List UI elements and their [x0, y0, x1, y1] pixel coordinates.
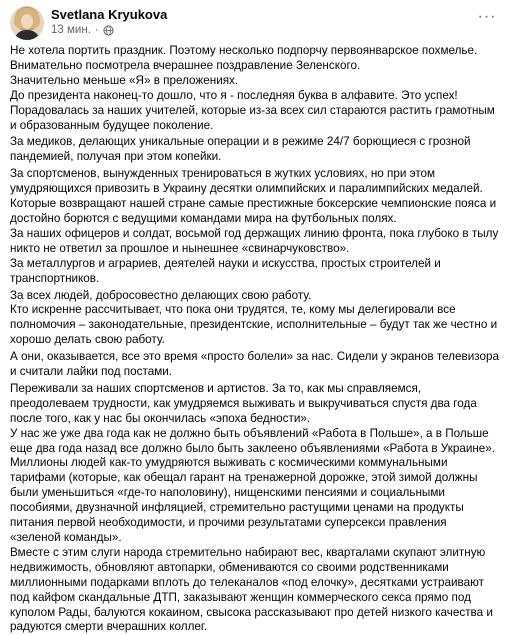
post-paragraph: Кто искренне рассчитывает, что пока они трудятся, те, кому мы делегировали все полномочия – законодательные, президентские, исполнительные – будут так же честно и хорошо делать свою работу. — [10, 303, 498, 347]
avatar[interactable] — [10, 6, 44, 40]
globe-icon — [103, 25, 114, 36]
post-paragraph: У нас же уже два года как не должно быть объявлений «Работа в Польше», а в Польше еще два года назад все должно было быть заклеено объявлениями «Работа в Украине». — [10, 426, 496, 455]
post-paragraph: А они, оказывается, все это время «просто болели» за нас. Сидели у экранов телевизора и считали лайки под постами. — [10, 350, 499, 379]
post-paragraph: За медиков, делающих уникальные операции и в режиме 24/7 борющиеся с грозной пандемией, получая при этом копейки. — [10, 135, 471, 164]
post-paragraph: За металлургов и аграриев, деятелей науки и искусства, простых строителей и транспортников. — [10, 256, 441, 285]
post-header — [10, 6, 499, 40]
post-paragraph: Значительно меньше «Я» в преложениях. — [10, 73, 239, 87]
post-meta — [51, 24, 114, 36]
post-paragraph: Внимательно посмотрела вчерашнее поздравление Зеленского. — [10, 58, 361, 72]
post-paragraph: Вместе с этим слуги народа стремительно набирают вес, кварталами скупают элитную недвижимость, обновляют автопарки, обмениваются со своими родственниками миллионными подарками вплоть до телеканалов «под елочку», десятками устраивают под кайфом скандальные ДТП, заказывают женщин коммерческого секса прямо под куполом Рады, балуются кокаином, свысока рассказывают про детей низкого качества и радуются смерти вчерашних коллег. — [10, 545, 493, 634]
post-paragraph: Порадовалась за наших учителей, которые из-за всех сил стараются растить грамотным и образованным будущее поколение. — [10, 103, 495, 132]
post-time[interactable]: 13 мин. — [51, 24, 91, 36]
more-options-button[interactable]: ··· — [477, 8, 497, 25]
author-name[interactable]: Svetlana Kryukova — [51, 7, 168, 22]
post-paragraph: До президента наконец-то дошло, что я - последняя буква в алфавите. Это успех! — [10, 88, 458, 102]
post-paragraph: Не хотела портить праздник. Поэтому несколько подпорчу первоянварское похмелье. — [10, 44, 478, 57]
meta-separator: · — [94, 24, 99, 36]
post-body — [10, 44, 500, 635]
post-paragraph: За спортсменов, вынужденных тренироваться в жутких условиях, но при этом умудряющихся привозить в Украину десятки олимпийских и паралимпийских медалей. Которые возвращают нашей стране самые престижные боксерские чемпионские пояса и достойно борются с ведущими командами мира на футбольных полях. — [10, 167, 497, 225]
post-paragraph: Переживали за наших спортсменов и артистов. За то, как мы справляемся, преодолеваем трудности, как умудряемся выживать и выкручиваться спустя два года после того, как у нас бы окончилась «эпоха бедности». — [10, 381, 477, 425]
post-paragraph: За наших офицеров и солдат, восьмой год держащих линию фронта, пока глубоко в тылу никто не ответил за прошлое и нынешнее «свинарчуковство». — [10, 226, 499, 255]
post-paragraph: За всех людей, добросовестно делающих свою работу. — [10, 288, 312, 302]
post-paragraph: Миллионы людей как-то умудряются выживать с космическими коммунальными тарифами (которые, как обещал гарант на тренажерной дорожке, этой зимой должны были уменьшиться «где-то наполовину), нищенскими пенсиями и социальными пособиями, двузначной инфляцией, стремительно растущими ценами на продукты питания первой необходимости, и прочими результатами суперсекси правления «зеленой команды». — [10, 456, 478, 544]
